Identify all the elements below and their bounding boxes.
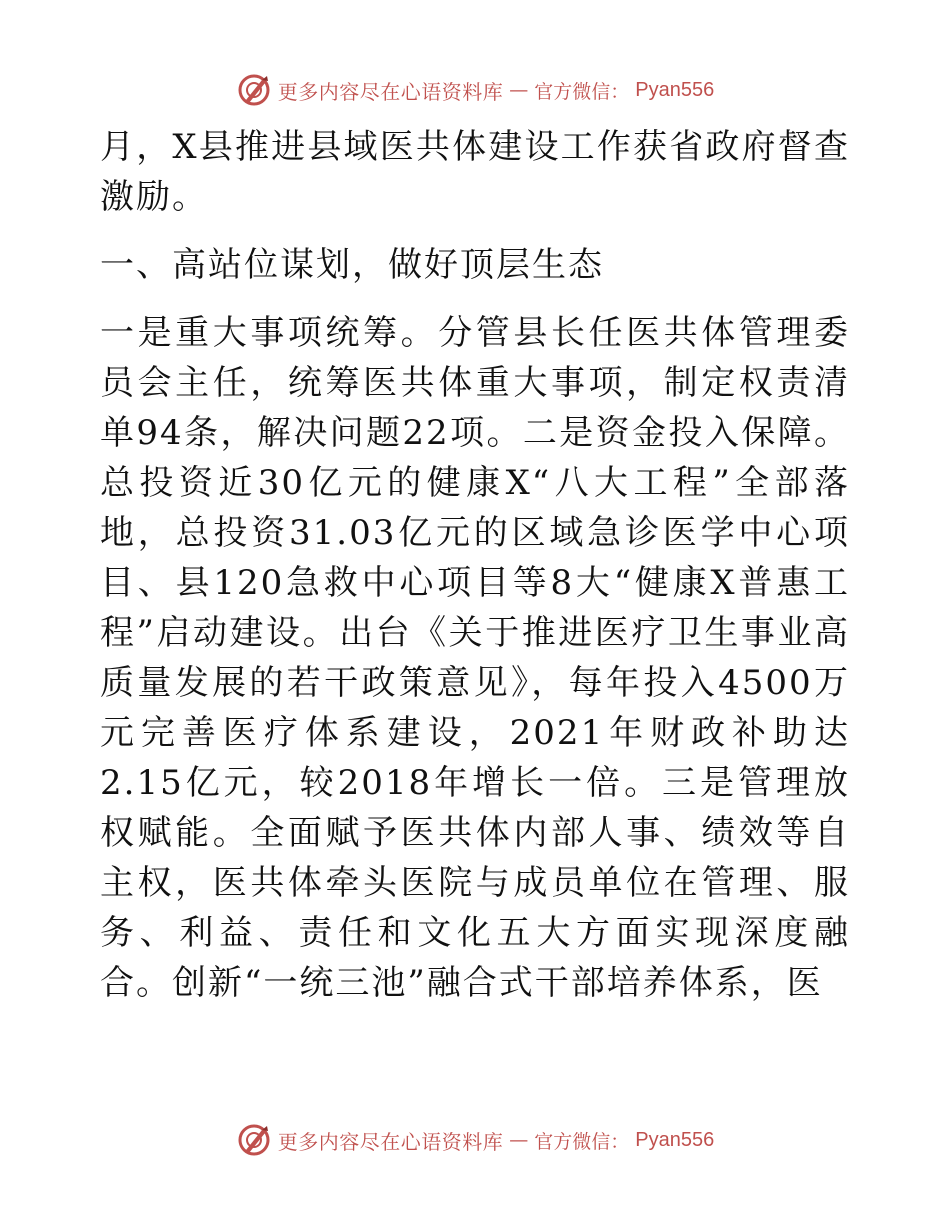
header-banner-dash: —: [509, 79, 529, 101]
footer-banner-dash: —: [509, 1129, 529, 1151]
brand-logo-icon: [236, 72, 272, 108]
footer-banner-wechat-id: Pyan556: [635, 1128, 715, 1151]
brand-logo-icon: [236, 1122, 272, 1158]
paragraph-body: 一是重大事项统筹。分管县长任医共体管理委员会主任，统筹医共体重大事项，制定权责清单94条，解决问题22项。二是资金投入保障。总投资近30亿元的健康X“八大工程”全部落地，总投资31.03亿元的区域急诊医学中心项目、县120急救中心项目等8大“健康X普惠工程”启动建设。出台《关于推进医疗卫生事业高质量发展的若干政策意见》，每年投入4500万元完善医疗体系建设，2021年财政补助达2.15亿元，较2018年增长一倍。三是管理放权赋能。全面赋予医共体内部人事、绩效等自主权，医共体牵头医院与成员单位在管理、服务、利益、责任和文化五大方面实现深度融合。创新“一统三池”融合式干部培养体系，医: [100, 313, 850, 1003]
header-banner: [0, 70, 950, 110]
footer-banner-sub-text: 官方微信：: [534, 1130, 630, 1153]
document-body: [100, 122, 850, 1008]
header-banner-main-text: 更多内容尽在心语资料库: [277, 79, 504, 104]
footer-banner-main-text: 更多内容尽在心语资料库: [277, 1129, 504, 1154]
footer-banner: [0, 1120, 950, 1160]
section-heading: 一、高站位谋划，做好顶层生态: [100, 245, 604, 285]
header-banner-wechat-id: Pyan556: [635, 78, 715, 101]
paragraph-continuation: 月，X县推进县域医共体建设工作获省政府督查激励。: [100, 127, 850, 217]
header-banner-sub-text: 官方微信：: [534, 80, 630, 103]
